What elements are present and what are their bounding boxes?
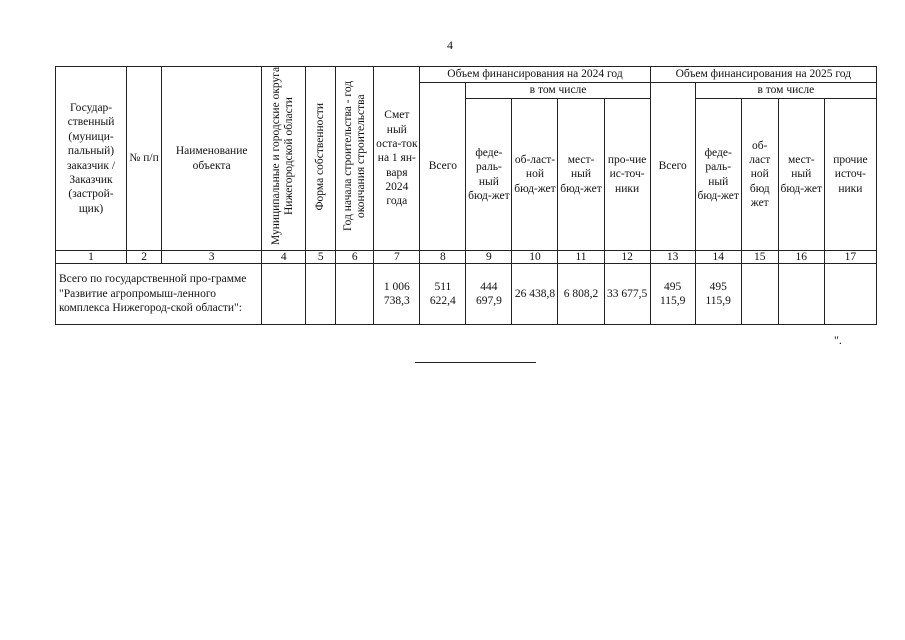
header-ownership-text: Форма собственности	[314, 102, 327, 211]
column-number: 9	[466, 251, 512, 264]
column-number: 15	[741, 251, 778, 264]
header-regional-2025: об-ласт ной бюд жет	[741, 99, 778, 251]
header-group-2024: Объем финансирования на 2024 год	[420, 67, 650, 83]
column-number: 7	[374, 251, 420, 264]
column-number: 11	[558, 251, 604, 264]
total-ownership-cell	[306, 264, 336, 325]
total-other-2025	[824, 264, 876, 325]
header-local-2025: мест-ный бюд-жет	[778, 99, 824, 251]
page-number: 4	[447, 38, 453, 52]
header-other-2024: про-чие ис-точ-ники	[604, 99, 650, 251]
header-including-2024: в том числе	[466, 83, 650, 99]
header-total-2024: Всего	[420, 83, 466, 251]
column-number: 13	[650, 251, 695, 264]
closing-quote-mark: ".	[834, 333, 842, 347]
header-object-name: Наименование объекта	[162, 67, 262, 251]
total-other-2024: 33 677,5	[604, 264, 650, 325]
total-2025: 495 115,9	[650, 264, 695, 325]
header-remainder: Смет ный оста-ток на 1 ян-варя 2024 года	[374, 67, 420, 251]
column-number: 3	[162, 251, 262, 264]
column-number: 12	[604, 251, 650, 264]
total-2024: 511 622,4	[420, 264, 466, 325]
column-number: 8	[420, 251, 466, 264]
column-number: 14	[695, 251, 741, 264]
column-number: 16	[778, 251, 824, 264]
column-number: 5	[306, 251, 336, 264]
header-customer: Государ-ственный (муници-пальный) заказчик / Заказчик (застрой-щик)	[56, 67, 127, 251]
total-years-cell	[336, 264, 374, 325]
total-remainder: 1 006 738,3	[374, 264, 420, 325]
header-years	[336, 67, 374, 251]
header-federal-2024: феде-раль-ный бюд-жет	[466, 99, 512, 251]
financing-table	[55, 66, 877, 325]
column-number: 10	[512, 251, 558, 264]
column-number: 1	[56, 251, 127, 264]
total-federal-2024: 444 697,9	[466, 264, 512, 325]
header-years-text: Год начала строительства - год окончания строительства	[341, 81, 367, 232]
total-federal-2025: 495 115,9	[695, 264, 741, 325]
column-number: 6	[336, 251, 374, 264]
column-number: 17	[824, 251, 876, 264]
total-regional-2025	[741, 264, 778, 325]
header-other-2025: прочие источ-ники	[824, 99, 876, 251]
header-regional-2024: об-ласт-ной бюд-жет	[512, 99, 558, 251]
total-row-label: Всего по государственной про-грамме "Развитие агропромыш-ленного комплекса Нижегород-ской области":	[56, 264, 262, 325]
header-number: № п/п	[127, 67, 162, 251]
column-number: 4	[262, 251, 306, 264]
header-federal-2025: феде-раль-ный бюд-жет	[695, 99, 741, 251]
header-municipality	[262, 67, 306, 251]
total-local-2025	[778, 264, 824, 325]
total-local-2024: 6 808,2	[558, 264, 604, 325]
column-number-row	[56, 251, 877, 264]
total-municipality-cell	[262, 264, 306, 325]
header-including-2025: в том числе	[695, 83, 876, 99]
header-ownership	[306, 67, 336, 251]
total-regional-2024: 26 438,8	[512, 264, 558, 325]
header-total-2025: Всего	[650, 83, 695, 251]
header-group-2025: Объем финансирования на 2025 год	[650, 67, 876, 83]
closing-rule	[415, 362, 536, 363]
header-local-2024: мест-ный бюд-жет	[558, 99, 604, 251]
header-municipality-text: Муниципальные и городские округа Нижегородской области	[270, 67, 296, 246]
column-number: 2	[127, 251, 162, 264]
total-row	[56, 264, 877, 325]
